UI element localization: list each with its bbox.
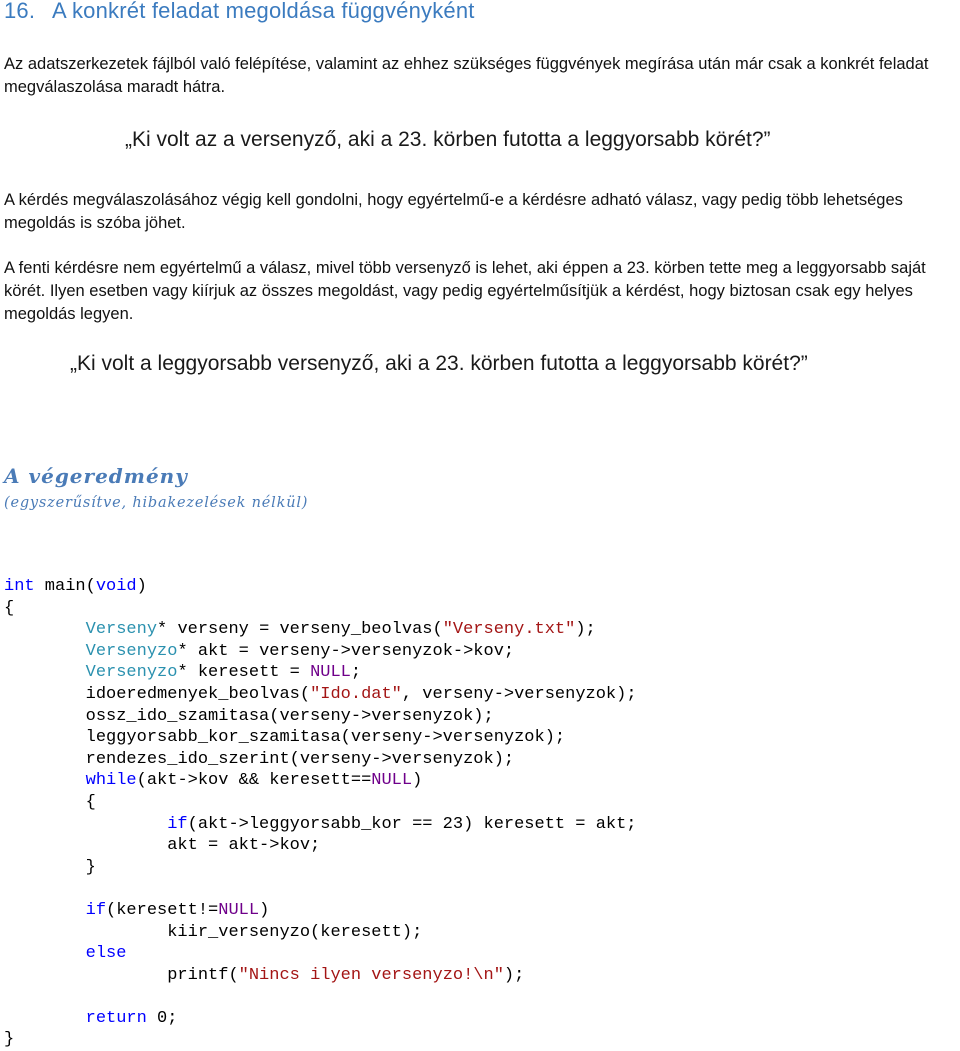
question-refined: „Ki volt a leggyorsabb versenyző, aki a 23. körben futotta a leggyorsabb körét?”	[70, 352, 808, 375]
section-number: 16.	[4, 0, 36, 23]
code-text: * verseny = verseny_beolvas(	[157, 620, 443, 640]
code-text: , verseny->versenyzok);	[401, 684, 637, 704]
code-text: ossz_ido_szamitasa(verseny->versenyzok);	[85, 706, 494, 726]
code-text: );	[575, 620, 596, 640]
code-text: )	[412, 771, 423, 791]
code-text: }	[85, 857, 96, 877]
code-text: main(	[34, 577, 96, 596]
code-type: Versenyzo	[85, 641, 178, 661]
code-text: (keresett!=	[106, 900, 219, 920]
code-text: )	[259, 900, 270, 920]
code-string: "Nincs ilyen versenyzo!\n"	[238, 965, 504, 985]
code-text: idoeredmenyek_beolvas(	[85, 684, 311, 704]
code-text: )	[136, 577, 147, 596]
code-keyword: else	[85, 944, 127, 964]
paragraph-ambiguity: A fenti kérdésre nem egyértelmű a válasz, mivel több versenyző is lehet, aki éppen a 23. körben tette meg a leggyorsabb saját körét. Ilyen esetben vagy kiírjuk az összes megoldást, vagy pedig egyértelműsítjük a kérdést, hogy biztosan csak egy helyes megoldás legyen.	[4, 259, 926, 323]
code-text: rendezes_ido_szerint(verseny->versenyzok);	[85, 749, 515, 769]
code-text: (akt->leggyorsabb_kor == 23) keresett = akt;	[187, 814, 637, 834]
code-string: "Verseny.txt"	[442, 620, 576, 640]
code-block	[4, 576, 637, 1051]
section-title: A konkrét feladat megoldása függvényként	[52, 0, 475, 23]
paragraph-consider: A kérdés megválaszolásához végig kell gondolni, hogy egyértelmű-e a kérdésre adható válasz, vagy pedig több lehetséges megoldás is szóba jöhet.	[4, 191, 903, 232]
code-text: );	[503, 965, 525, 985]
intro-paragraph: Az adatszerkezetek fájlból való felépítése, valamint az ehhez szükséges függvények megírása után már csak a konkrét feladat megválaszolása maradt hátra.	[4, 55, 929, 96]
code-text: {	[85, 792, 96, 812]
code-text: printf(	[167, 965, 239, 985]
code-string: "Ido.dat"	[310, 684, 402, 704]
question-original: „Ki volt az a versenyző, aki a 23. körben futotta a leggyorsabb körét?”	[125, 128, 771, 151]
code-type: Versenyzo	[85, 663, 178, 683]
code-text: * akt = verseny->versenyzok->kov;	[177, 641, 515, 661]
code-text: ;	[350, 663, 362, 683]
code-keyword: void	[95, 577, 137, 596]
code-text: {	[4, 598, 15, 618]
code-type: Verseny	[85, 620, 158, 640]
code-text: kiir_versenyzo(keresett);	[167, 922, 423, 942]
section-heading	[4, 0, 475, 24]
code-keyword: return	[85, 1008, 147, 1028]
code-keyword: if	[85, 900, 107, 920]
code-keyword: int	[4, 577, 35, 596]
result-note: (egyszerűsítve, hibakezelések nélkül)	[4, 495, 309, 511]
code-text: 0;	[146, 1008, 178, 1028]
code-text: * keresett =	[177, 663, 311, 683]
code-keyword: if	[167, 814, 188, 834]
code-text: leggyorsabb_kor_szamitasa(verseny->versenyzok);	[85, 728, 566, 748]
code-text: akt = akt->kov;	[167, 836, 321, 856]
code-text: }	[4, 1030, 15, 1050]
code-macro: NULL	[310, 663, 351, 683]
code-macro: NULL	[371, 771, 413, 791]
result-title: A végeredmény	[4, 464, 188, 488]
code-keyword: while	[85, 771, 137, 791]
code-text: (akt->kov && keresett==	[136, 771, 372, 791]
code-macro: NULL	[218, 900, 260, 920]
